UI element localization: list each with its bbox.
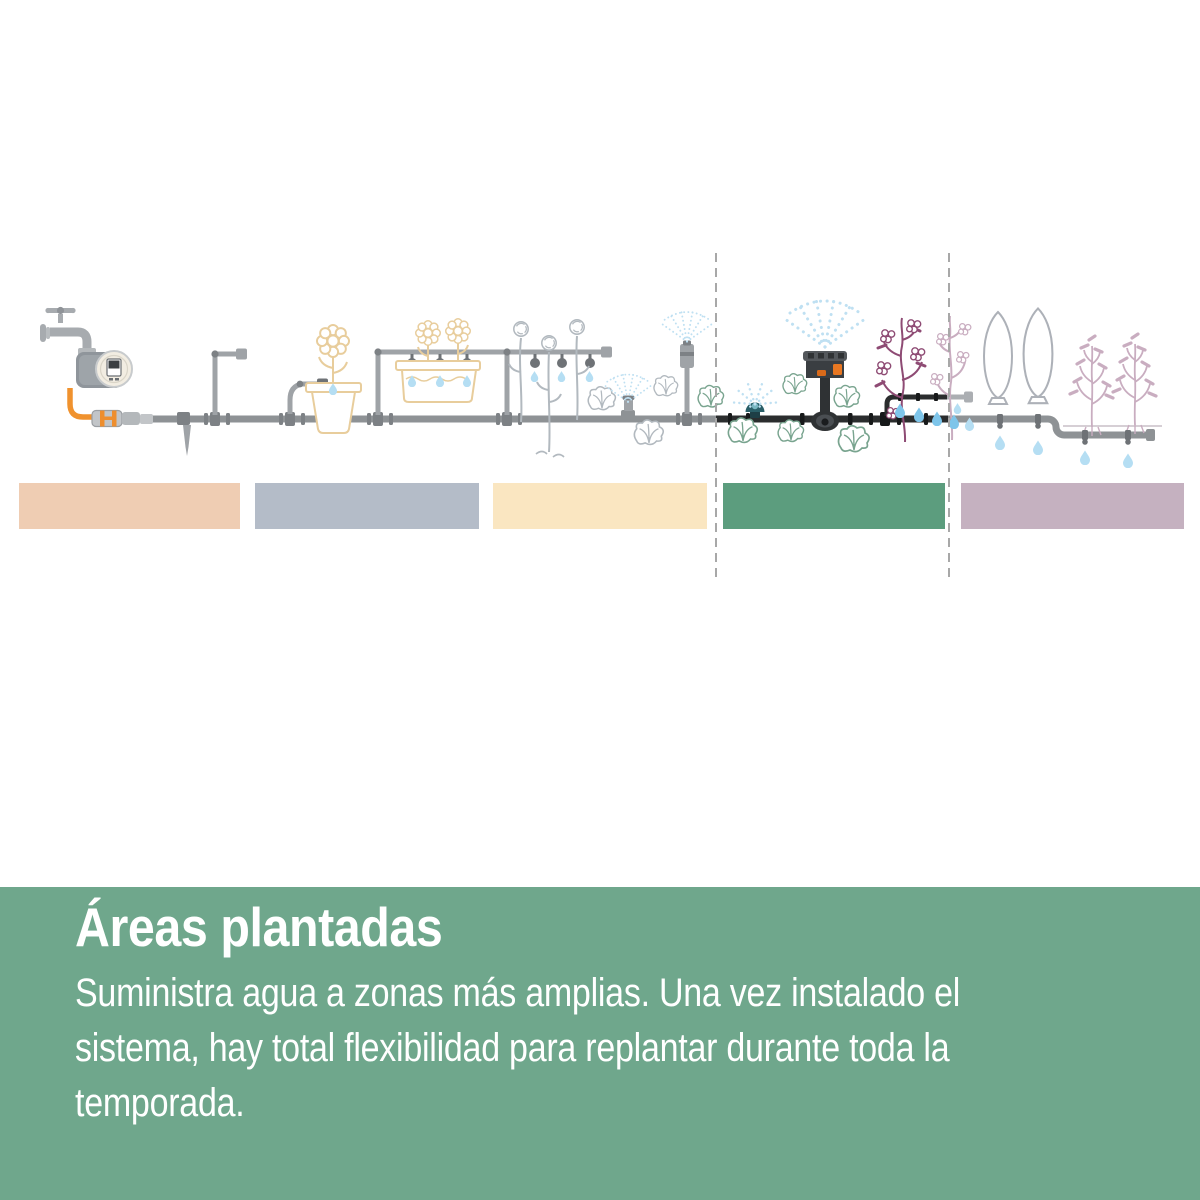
water-drop-icon [586, 371, 594, 382]
riser-sprinkler-icon [680, 341, 694, 415]
water-drop-icon [914, 408, 924, 423]
water-drop-icon [1033, 441, 1043, 456]
water-drop-icon [895, 404, 905, 419]
page-title: Áreas plantadas [75, 896, 443, 958]
lettuce-icon [634, 420, 663, 444]
planter-box-icon [396, 319, 480, 402]
water-drop-icon [558, 371, 566, 382]
lettuce-icon [728, 418, 757, 442]
berry-cluster [877, 362, 891, 375]
body-line: sistema, hay total flexibilidad para replantar durante toda la [75, 1026, 950, 1070]
drip-head-icon [557, 354, 567, 368]
sunflower-head [317, 325, 349, 357]
drip-head-icon [530, 354, 540, 368]
water-drop-icon [932, 412, 942, 427]
water-drop-icon [954, 403, 962, 414]
water-drop-icon [995, 436, 1005, 451]
daisy-flower [446, 319, 471, 344]
body-line: Suministra agua a zonas más amplias. Una vez instalado el [75, 971, 961, 1015]
micro-sprinkler-icon [621, 396, 635, 420]
hose-connector-icon [92, 411, 153, 427]
lettuce-icon [839, 426, 870, 452]
rose-bed [509, 320, 589, 457]
berry-cluster [937, 334, 949, 345]
zone-bands [19, 483, 1184, 529]
lettuce-icon [834, 385, 859, 407]
water-drop-icon [531, 371, 539, 382]
lettuce-plants-green [698, 374, 869, 452]
rose-icon [542, 336, 556, 350]
zone-band-2 [255, 483, 479, 529]
lettuce-icon [778, 420, 803, 442]
berry-cluster [931, 374, 943, 385]
berry-cluster [959, 324, 971, 335]
cypress-tree-icon [984, 308, 1052, 404]
lettuce-icon [698, 385, 723, 407]
body-line: temporada. [75, 1081, 245, 1125]
rose-icon [570, 320, 584, 334]
daisy-flower [416, 321, 441, 346]
drip-end-cap [236, 349, 247, 360]
water-drop-icon [1080, 451, 1090, 466]
spray-icon [785, 299, 865, 347]
panel-body-text [75, 966, 960, 1131]
water-drop-icon [1123, 454, 1133, 469]
berry-cluster [881, 330, 895, 343]
info-panel [0, 887, 1200, 1200]
lettuce-icon [654, 376, 678, 396]
lettuce-icon [783, 374, 807, 394]
ground-stake-icon [183, 425, 191, 456]
berry-cluster [957, 352, 969, 363]
shrub-icon [1070, 334, 1156, 436]
zone-band-1 [19, 483, 240, 529]
drip-head-icon [585, 354, 595, 368]
berry-cluster [911, 348, 925, 361]
spray-icon [661, 311, 712, 342]
right-pipe [948, 419, 1150, 435]
zone-band-4 [723, 483, 945, 529]
hose-icon [70, 388, 94, 417]
water-timer-icon [76, 351, 132, 388]
tap-icon [40, 307, 96, 356]
riser-joint [211, 350, 218, 357]
zone-band-5 [961, 483, 1184, 529]
zone-band-3 [493, 483, 707, 529]
riser-drip-end [215, 354, 237, 415]
rose-icon [514, 322, 528, 336]
